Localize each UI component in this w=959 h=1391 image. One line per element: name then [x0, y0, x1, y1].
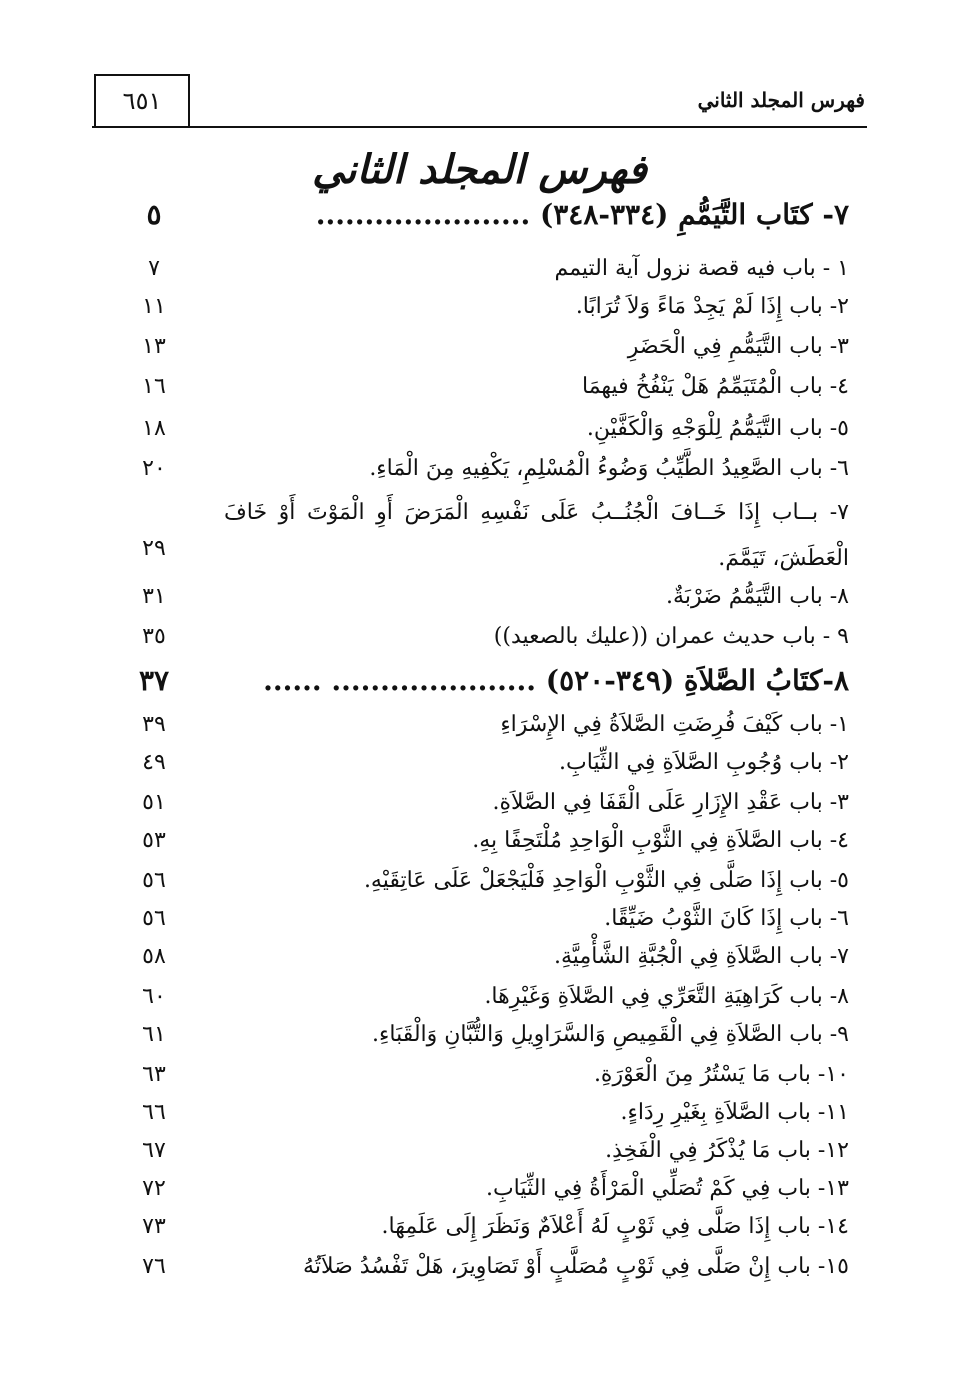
- toc-entry-page: ٢٠: [142, 456, 166, 481]
- toc-entry-page: ٥١: [142, 790, 166, 815]
- toc-entry-text: ٨-كتَابُ الصَّلاَةِ (٣٤٩-٥٢٠) ..................... ......: [263, 664, 849, 697]
- toc-entry-text: ٨- باب كَرَاهِيَةِ التَّعَرِّي فِي الصَّلاَةِ وَغَيْرِهَا.: [484, 984, 849, 1009]
- toc-entry-text: ٦- باب الصَّعِيدُ الطَّيِّبُ وَضُوءُ الْمُسْلِمِ، يَكْفِيهِ مِنَ الْمَاءِ.: [369, 456, 849, 481]
- toc-entry-page: ٦٦: [142, 1100, 166, 1125]
- toc-entry-text: ١٠- باب مَا يَسْتُرُ مِنَ الْعَوْرَةِ.: [593, 1062, 849, 1087]
- toc-entry-text: ٧- بــاب إِذَا خَــافَ الْجُنُــبُ عَلَى نَفْسِهِ الْمَرَضَ أَوِ الْمَوْتَ أَوْ خَافَ الْعَطَشَ، تَيَمَّمَ.: [224, 500, 849, 571]
- toc-entry-page: ٦٧: [142, 1138, 166, 1163]
- page-number: ٦٥١: [122, 87, 162, 115]
- toc-entry-page: ٧٢: [142, 1176, 166, 1201]
- toc-entry-text: ٤- باب الصَّلاَةِ فِي الثَّوْبِ الْوَاحِدِ مُلْتَحِفًا بِهِ.: [472, 828, 849, 853]
- toc-entry-text: ١- باب كَيْفَ فُرِضَتِ الصَّلاَةُ فِي الإِسْرَاءِ: [500, 712, 849, 737]
- toc-entry-text: ١٣- باب فِي كَمْ تُصَلِّي الْمَرْأَةُ فِي الثِّيَابِ.: [485, 1176, 849, 1201]
- toc-entry-text: ٩- باب الصَّلاَةِ فِي الْقَمِيصِ وَالسَّرَاوِيلِ وَالتُّبَّانِ وَالْقَبَاءِ.: [372, 1022, 849, 1047]
- toc-entry-text: ٨- باب التَّيَمُّمُ ضَرْبَةٌ.: [666, 584, 849, 609]
- toc-entry-text: ٦- باب إِذَا كَانَ الثَّوْبُ ضَيِّقًا.: [604, 906, 849, 931]
- toc-entry-page: ٣٩: [142, 712, 166, 737]
- toc-entry-page: ١٦: [142, 374, 166, 399]
- running-title: فهرس المجلد الثاني: [697, 88, 865, 112]
- toc-entry-text: ٧- كتَاب التَّيَمُّمِ (٣٣٤-٣٤٨) ......................: [315, 198, 849, 231]
- toc-entry-page: ١٨: [142, 416, 166, 441]
- toc-entry-text: ١١- باب الصَّلاَةِ بِغَيْرِ رِدَاءٍ.: [620, 1100, 849, 1125]
- page-title: فهرس المجلد الثاني: [312, 146, 647, 193]
- toc-entry-page: ٣٥: [142, 624, 166, 649]
- toc-entry-text: ٧- باب الصَّلاَةِ فِي الْجُبَّةِ الشَّأْمِيَّةِ.: [554, 944, 849, 969]
- toc-entry-text: ١٤- باب إِذَا صَلَّى فِي ثَوْبٍ لَهُ أَعْلاَمٌ وَنَظَرَ إِلَى عَلَمِهَا.: [381, 1214, 849, 1239]
- toc-entry-page: ٢٩: [142, 536, 166, 561]
- toc-entry-text: ١ - باب فيه قصة نزول آية التيمم: [554, 256, 849, 281]
- toc-entry-page: ٥٦: [142, 906, 166, 931]
- toc-entry-page: ٦٠: [142, 984, 166, 1009]
- toc-entry-text: ٩ - باب حديث عمران ((عليك بالصعيد)): [493, 624, 849, 649]
- toc-entry-page: ٥٣: [142, 828, 166, 853]
- toc-entry-text: ٤- باب الْمُتَيَمِّمُ هَلْ يَنْفُخُ فيهمَا: [581, 374, 849, 399]
- toc-entry-page: ٧٣: [142, 1214, 166, 1239]
- toc-entry-page: ٧: [148, 256, 160, 281]
- toc-entry-text: ١٥- باب إِنْ صَلَّى فِي ثَوْبٍ مُصَلَّبٍ أَوْ تَصَاوِيرَ، هَلْ تَفْسُدُ صَلاَتُهُ: [303, 1254, 849, 1279]
- toc-entry-page: ٥٦: [142, 868, 166, 893]
- toc-entry-page: ٣١: [142, 584, 166, 609]
- toc-entry-text: ٥- باب التَّيَمُّمُ لِلْوَجْهِ وَالْكَفَّيْنِ.: [586, 416, 849, 441]
- toc-entry-page: ٦٣: [142, 1062, 166, 1087]
- toc-entry-text: ٥- باب إِذَا صَلَّى فِي الثَّوْبِ الْوَاحِدِ فَلْيَجْعَلْ عَلَى عَاتِقَيْهِ.: [363, 868, 849, 893]
- toc-entry-page: ١٣: [142, 334, 166, 359]
- toc-entry-page: ٥: [146, 198, 162, 231]
- toc-entry-page: ٤٩: [142, 750, 166, 775]
- toc-entry-page: ٦١: [142, 1022, 166, 1047]
- toc-entry-page: ٥٨: [142, 944, 166, 969]
- toc-entry-page: ١١: [142, 294, 166, 319]
- toc-entry-text: ١٢- باب مَا يُذْكَرُ فِي الْفَخِذِ.: [605, 1138, 849, 1163]
- toc-entry-text: ٢- باب وُجُوبِ الصَّلاَةِ فِي الثِّيَابِ.: [559, 750, 849, 775]
- toc-entry-page: ٣٧: [138, 664, 170, 697]
- toc-entry-text: ٣- باب التَّيَمُّمِ فِي الْحَضَرِ: [627, 334, 849, 359]
- toc-entry-page: ٧٦: [142, 1254, 166, 1279]
- toc-entry-text: ٢- باب إِذَا لَمْ يَجِدْ مَاءً وَلاَ تُرَابًا.: [575, 294, 849, 319]
- toc-entry-text: ٣- باب عَقْدِ الإِزَارِ عَلَى الْقَفَا فِي الصَّلاَةِ.: [492, 790, 849, 815]
